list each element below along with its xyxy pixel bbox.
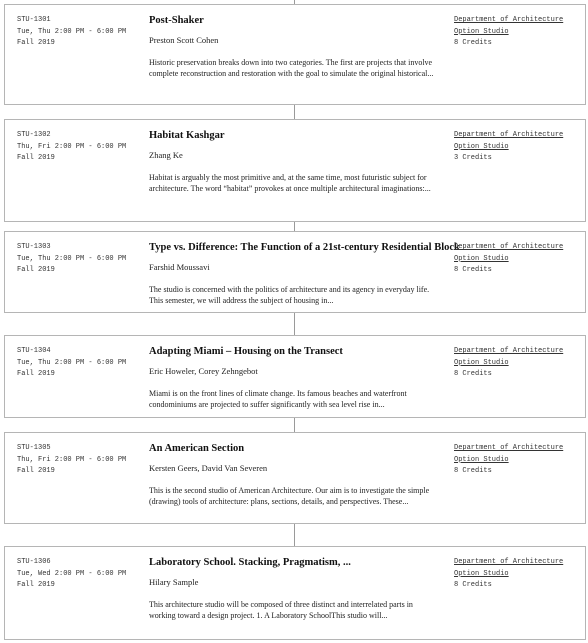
- course-term: Fall 2019: [17, 581, 55, 589]
- department-link[interactable]: Department of Architecture: [454, 243, 564, 251]
- course-schedule: Tue, Wed 2:00 PM - 6:00 PM: [17, 569, 127, 578]
- course-schedule: Tue, Thu 2:00 PM - 6:00 PM: [17, 27, 127, 36]
- course-description: This architecture studio will be composed of three distinct and interrelated parts in working toward a design project. 1. A Laboratory SchoolThis studio will...: [149, 600, 413, 621]
- department-link[interactable]: Department of Architecture: [454, 347, 564, 355]
- studio-type-link[interactable]: Option Studio: [454, 569, 509, 578]
- course-side: [454, 346, 563, 381]
- course-credits: 8 Credits: [454, 266, 492, 274]
- course-meta: [17, 443, 126, 478]
- course-main: [149, 556, 441, 622]
- course-card[interactable]: [4, 4, 586, 105]
- course-code: STU-1306: [17, 558, 51, 566]
- course-card[interactable]: [4, 432, 586, 524]
- department-link[interactable]: Department of Architecture: [454, 444, 564, 452]
- card-connector: [294, 313, 295, 335]
- course-side: [454, 242, 563, 277]
- course-title[interactable]: An American Section: [149, 443, 245, 454]
- studio-type-link[interactable]: Option Studio: [454, 358, 509, 367]
- course-side: [454, 15, 563, 50]
- card-connector: [294, 418, 295, 432]
- card-connector: [294, 524, 295, 546]
- course-card[interactable]: [4, 335, 586, 418]
- course-instructors: Zhang Ke: [149, 150, 183, 160]
- course-main: [149, 442, 441, 508]
- course-title[interactable]: Habitat Kashgar: [149, 130, 225, 141]
- course-schedule: Tue, Thu 2:00 PM - 6:00 PM: [17, 254, 127, 263]
- course-credits: 3 Credits: [454, 154, 492, 162]
- course-main: [149, 345, 441, 411]
- course-side: [454, 443, 563, 478]
- course-instructors: Eric Howeler, Corey Zehngebot: [149, 366, 258, 376]
- course-description: Historic preservation breaks down into two categories. The first are projects that involve complete reconstruction and restoration with the goal to simulate the original historical...: [149, 58, 434, 79]
- course-description: The studio is concerned with the politics of architecture and its agency in everyday life. This semester, we will address the subject of housing in...: [149, 285, 430, 306]
- course-term: Fall 2019: [17, 467, 55, 475]
- course-card[interactable]: [4, 119, 586, 222]
- course-code: STU-1305: [17, 444, 51, 452]
- course-term: Fall 2019: [17, 266, 55, 274]
- course-term: Fall 2019: [17, 370, 55, 378]
- course-description: This is the second studio of American Architecture. Our aim is to investigate the simple (drawing) tools of architecture: plans, sections, details, and perspectives. These...: [149, 486, 430, 507]
- course-credits: 8 Credits: [454, 370, 492, 378]
- course-main: [149, 241, 460, 307]
- course-meta: [17, 346, 126, 381]
- studio-type-link[interactable]: Option Studio: [454, 27, 509, 36]
- course-title[interactable]: Post-Shaker: [149, 15, 204, 26]
- course-credits: 8 Credits: [454, 39, 492, 47]
- studio-type-link[interactable]: Option Studio: [454, 254, 509, 263]
- course-code: STU-1301: [17, 16, 51, 24]
- course-meta: [17, 557, 126, 592]
- course-main: [149, 14, 441, 80]
- course-credits: 8 Credits: [454, 581, 492, 589]
- course-code: STU-1302: [17, 131, 51, 139]
- card-connector: [294, 105, 295, 119]
- course-title[interactable]: Type vs. Difference: The Function of a 21st-century Residential Block: [149, 242, 460, 253]
- course-side: [454, 557, 563, 592]
- course-meta: [17, 130, 126, 165]
- course-meta: [17, 242, 126, 277]
- course-instructors: Hilary Sample: [149, 577, 199, 587]
- department-link[interactable]: Department of Architecture: [454, 16, 564, 24]
- course-instructors: Farshid Moussavi: [149, 262, 210, 272]
- course-credits: 8 Credits: [454, 467, 492, 475]
- department-link[interactable]: Department of Architecture: [454, 131, 564, 139]
- course-instructors: Preston Scott Cohen: [149, 35, 219, 45]
- course-term: Fall 2019: [17, 154, 55, 162]
- course-code: STU-1304: [17, 347, 51, 355]
- course-meta: [17, 15, 126, 50]
- course-side: [454, 130, 563, 165]
- course-term: Fall 2019: [17, 39, 55, 47]
- course-code: STU-1303: [17, 243, 51, 251]
- course-title[interactable]: Adapting Miami – Housing on the Transect: [149, 346, 343, 357]
- card-connector: [294, 222, 295, 231]
- course-schedule: Thu, Fri 2:00 PM - 6:00 PM: [17, 142, 127, 151]
- course-description: Habitat is arguably the most primitive and, at the same time, most futuristic subject for architecture. The word “habitat” provokes at once multiple architectural imaginations:...: [149, 173, 431, 194]
- department-link[interactable]: Department of Architecture: [454, 558, 564, 566]
- course-instructors: Kersten Geers, David Van Severen: [149, 463, 268, 473]
- studio-type-link[interactable]: Option Studio: [454, 142, 509, 151]
- course-schedule: Thu, Fri 2:00 PM - 6:00 PM: [17, 455, 127, 464]
- course-main: [149, 129, 441, 195]
- course-description: Miami is on the front lines of climate change. Its famous beaches and waterfront condominiums are projected to suffer significantly with sea level rise in...: [149, 389, 407, 410]
- course-card[interactable]: [4, 231, 586, 313]
- course-card[interactable]: [4, 546, 586, 640]
- course-title[interactable]: Laboratory School. Stacking, Pragmatism, ...: [149, 557, 351, 568]
- studio-type-link[interactable]: Option Studio: [454, 455, 509, 464]
- course-schedule: Tue, Thu 2:00 PM - 6:00 PM: [17, 358, 127, 367]
